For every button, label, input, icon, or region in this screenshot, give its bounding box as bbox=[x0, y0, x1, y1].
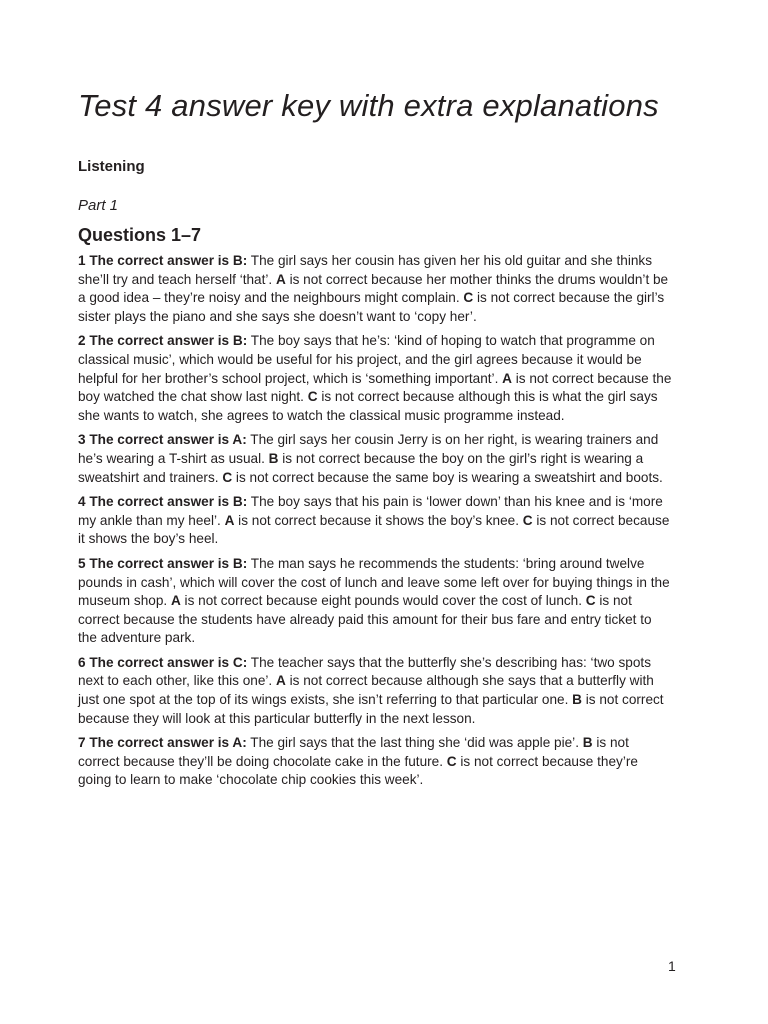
option-letter: A bbox=[502, 370, 512, 386]
answer-lead: 7 The correct answer is A: bbox=[78, 735, 247, 751]
answer-text: The girl says that the last thing she ‘did was apple pie’. bbox=[246, 735, 583, 751]
answer-paragraph bbox=[78, 431, 674, 487]
answer-text: is not correct because the students have already paid this amount for their bus fare and entry ticket to the adventure park. bbox=[78, 593, 652, 646]
option-letter: B bbox=[582, 735, 593, 751]
answer-text: is not correct because it shows the boy’s heel. bbox=[78, 512, 670, 547]
option-letter: C bbox=[446, 753, 457, 769]
answer-text: is not correct because it shows the boy’s knee. bbox=[234, 512, 523, 528]
answer-text: is not correct because the girl’s sister plays the piano and she says she doesn’t want to ‘copy her’. bbox=[78, 290, 665, 324]
answer-text: The man says he recommends the students: ‘bring around twelve pounds in cash’, which will cover the cost of lunch and leave some left over for buying things in the museum shop. bbox=[78, 555, 670, 609]
answer-text: is not correct because her mother thinks the drums wouldn’t be a good idea – they’re noisy and the neighbours might complain. bbox=[78, 271, 669, 306]
answer-text: is not correct because they will look at this particular butterfly in the next lesson. bbox=[78, 692, 664, 726]
option-letter: A bbox=[224, 512, 235, 528]
answer-paragraph bbox=[78, 252, 674, 326]
answer-list bbox=[78, 252, 674, 796]
answer-paragraph bbox=[78, 332, 674, 425]
answer-text: The boy says that his pain is ‘lower down’ than his knee and is ‘more my ankle than my heel’. bbox=[78, 494, 663, 528]
option-letter: A bbox=[170, 593, 181, 609]
answer-lead: 3 The correct answer is A: bbox=[78, 432, 247, 448]
page-number: 1 bbox=[668, 958, 676, 974]
option-letter: C bbox=[307, 389, 318, 405]
answer-paragraph bbox=[78, 734, 674, 790]
page-title: Test 4 answer key with extra explanations bbox=[78, 88, 659, 123]
answer-text: is not correct because eight pounds would cover the cost of lunch. bbox=[180, 593, 586, 609]
answer-text: is not correct because the boy watched the chat show last night. bbox=[78, 370, 672, 405]
option-letter: C bbox=[585, 593, 596, 609]
answer-text: is not correct because the same boy is wearing a sweatshirt and boots. bbox=[232, 469, 663, 485]
part-label: Part 1 bbox=[78, 197, 119, 214]
section-heading: Listening bbox=[78, 158, 145, 175]
answer-lead: 5 The correct answer is B: bbox=[78, 555, 248, 571]
answer-paragraph bbox=[78, 493, 674, 549]
answer-lead: 6 The correct answer is C: bbox=[78, 654, 248, 670]
answer-paragraph bbox=[78, 654, 674, 728]
answer-text: is not correct because although she says that a butterfly with just one spot at the top of its wings exists, she isn’t referring to that particular one. bbox=[78, 673, 654, 708]
answer-text: is not correct because the boy on the girl’s right is wearing a sweatshirt and trainers. bbox=[78, 450, 644, 485]
answer-text: The teacher says that the butterfly she’s describing has: ‘two spots next to each other, like this one’. bbox=[78, 654, 651, 689]
answer-lead: 2 The correct answer is B: bbox=[78, 333, 248, 349]
questions-heading: Questions 1–7 bbox=[78, 225, 202, 245]
option-letter: B bbox=[268, 450, 279, 466]
answer-text: The boy says that he’s: ‘kind of hoping to watch that programme on classical music’, which would be useful for his project, and the girl agrees because it would be helpful for her brother’s school project, which is ‘something important’. bbox=[78, 333, 655, 386]
option-letter: C bbox=[463, 290, 474, 306]
answer-text: The girl says her cousin Jerry is on her right, is wearing trainers and he’s wearing a T-shirt as usual. bbox=[78, 432, 659, 466]
option-letter: C bbox=[522, 512, 533, 528]
answer-paragraph bbox=[78, 555, 674, 648]
option-letter: A bbox=[275, 271, 286, 287]
answer-text: is not correct because they’re going to learn to make ‘chocolate chip cookies this week’. bbox=[78, 753, 638, 788]
answer-text: is not correct because although this is what the girl says she wants to watch, she agrees to watch the classical music programme instead. bbox=[78, 389, 658, 423]
option-letter: B bbox=[572, 692, 582, 708]
answer-lead: 4 The correct answer is B: bbox=[78, 494, 248, 510]
answer-text: The girl says her cousin has given her his old guitar and she thinks she’ll try and teach herself ‘that’. bbox=[78, 253, 653, 287]
option-letter: A bbox=[276, 673, 286, 689]
answer-lead: 1 The correct answer is B: bbox=[78, 253, 248, 268]
option-letter: C bbox=[222, 469, 233, 485]
answer-text: is not correct because they’ll be doing chocolate cake in the future. bbox=[78, 735, 629, 769]
